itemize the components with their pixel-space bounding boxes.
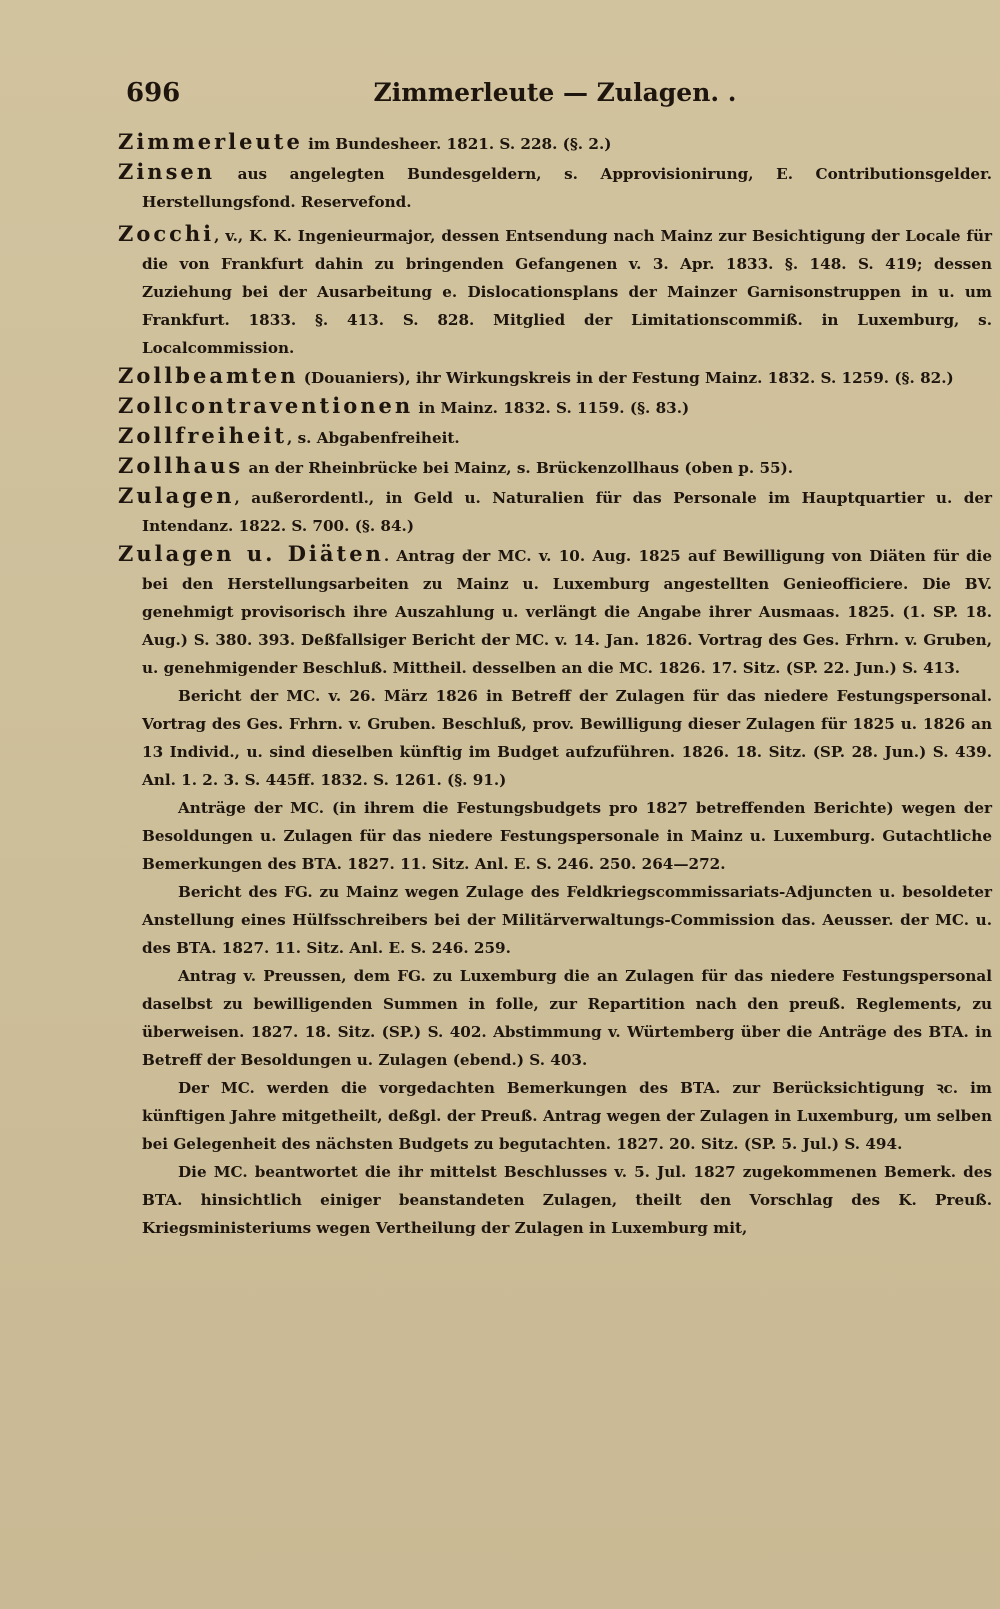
- index-entry: [118, 220, 992, 362]
- entry-headword: Zollhaus: [118, 453, 244, 478]
- index-entry: [118, 422, 992, 452]
- page-header: [118, 78, 992, 114]
- entry-text: , v., K. K. Ingenieurmajor, dessen Entsendung nach Mainz zur Besichtigung der Locale für die von Frankfurt dahin zu bringenden Gefangenen v. 3. Apr. 1833. §. 148. S. 419; dessen Zuziehung bei der Ausarbeitung e. Dislocationsplans der Mainzer Garnisonstruppen in u. um Frankfurt. 1833. §. 413. S. 828. Mitglied der Limitationscommiß. in Luxemburg, s. Localcommission.: [142, 227, 992, 357]
- index-paragraph: Bericht des FG. zu Mainz wegen Zulage des Feldkriegscommissariats-Adjuncten u. besoldeter Anstellung eines Hülfsschreibers bei der Militärverwaltungs-Commission das. Aeusser. der MC. u. des BTA. 1827. 11. Sitz. Anl. E. S. 246. 259.: [142, 883, 992, 957]
- entry-text: aus angelegten Bundesgeldern, s. Approvisionirung, E. Contributionsgelder. Herstellungsfond. Reservefond.: [142, 165, 992, 211]
- index-body: [118, 128, 992, 1242]
- entry-text: im Bundesheer. 1821. S. 228. (§. 2.): [302, 135, 612, 153]
- index-entry: [118, 540, 992, 682]
- entry-headword: Zollbeamten: [118, 363, 299, 388]
- entry-headword: Zulagen: [118, 483, 235, 508]
- index-paragraph: Die MC. beantwortet die ihr mittelst Beschlusses v. 5. Jul. 1827 zugekommenen Bemerk. des BTA. hinsichtlich einiger beanstandeten Zulagen, theilt den Vorschlag des K. Preuß. Kriegsministeriums wegen Vertheilung der Zulagen in Luxemburg mit,: [142, 1163, 992, 1237]
- page-number: 696: [126, 78, 181, 108]
- index-paragraph: Der MC. werden die vorgedachten Bemerkungen des BTA. zur Berücksichtigung ꝛc. im künftigen Jahre mitgetheilt, deßgl. der Preuß. Antrag wegen der Zulagen in Luxemburg, um selben bei Gelegenheit des nächsten Budgets zu begutachten. 1827. 20. Sitz. (SP. 5. Jul.) S. 494.: [142, 1079, 992, 1153]
- index-entry: [118, 128, 992, 158]
- index-paragraph: Bericht der MC. v. 26. März 1826 in Betreff der Zulagen für das niedere Festungspersonal. Vortrag des Ges. Frhrn. v. Gruben. Beschluß, prov. Bewilligung dieser Zulagen für 1825 u. 1826 an 13 Individ., u. sind dieselben künftig im Budget aufzuführen. 1826. 18. Sitz. (SP. 28. Jun.) S. 439. Anl. 1. 2. 3. S. 445ff. 1832. S. 1261. (§. 91.): [142, 687, 992, 789]
- entry-text: (Douaniers), ihr Wirkungskreis in der Festung Mainz. 1832. S. 1259. (§. 82.): [298, 369, 954, 387]
- index-paragraph: Anträge der MC. (in ihrem die Festungsbudgets pro 1827 betreffenden Berichte) wegen der Besoldungen u. Zulagen für das niedere Festungspersonale in Mainz u. Luxemburg. Gutachtliche Bemerkungen des BTA. 1827. 11. Sitz. Anl. E. S. 246. 250. 264—272.: [142, 799, 992, 873]
- entry-headword: Zocchi: [118, 221, 215, 246]
- index-entry: [118, 452, 992, 482]
- entry-text: , s. Abgabenfreiheit.: [287, 429, 460, 447]
- entry-text: . Antrag der MC. v. 10. Aug. 1825 auf Bewilligung von Diäten für die bei den Herstellungsarbeiten zu Mainz u. Luxemburg angestellten Genieofficiere. Die BV. genehmigt provisorisch ihre Auszahlung u. verlängt die Angabe ihrer Ausmaas. 1825. (1. SP. 18. Aug.) S. 380. 393. Deßfallsiger Bericht der MC. v. 14. Jan. 1826. Vortrag des Ges. Frhrn. v. Gruben, u. genehmigender Beschluß. Mittheil. desselben an die MC. 1826. 17. Sitz. (SP. 22. Jun.) S. 413.: [142, 547, 992, 677]
- entry-headword: Zulagen u. Diäten: [118, 541, 384, 566]
- running-title: Zimmerleute — Zulagen. .: [373, 78, 737, 107]
- entry-text: an der Rheinbrücke bei Mainz, s. Brückenzollhaus (oben p. 55).: [243, 459, 794, 477]
- entry-headword: Zollfreiheit: [118, 423, 288, 448]
- index-entry: [118, 158, 992, 216]
- index-entry: [118, 392, 992, 422]
- entry-text: in Mainz. 1832. S. 1159. (§. 83.): [413, 399, 690, 417]
- entry-headword: Zimmerleute: [118, 129, 303, 154]
- index-entry: [118, 362, 992, 392]
- entry-headword: Zinsen: [118, 159, 216, 184]
- entry-text: , außerordentl., in Geld u. Naturalien für das Personale im Hauptquartier u. der Intendanz. 1822. S. 700. (§. 84.): [142, 489, 992, 535]
- entry-headword: Zollcontraventionen: [118, 393, 414, 418]
- index-paragraph: Antrag v. Preussen, dem FG. zu Luxemburg die an Zulagen für das niedere Festungspersonal daselbst zu bewilligenden Summen in folle, zur Repartition nach den preuß. Reglements, zu überweisen. 1827. 18. Sitz. (SP.) S. 402. Abstimmung v. Würtemberg über die Anträge des BTA. in Betreff der Besoldungen u. Zulagen (ebend.) S. 403.: [142, 967, 992, 1069]
- index-entry: [118, 482, 992, 540]
